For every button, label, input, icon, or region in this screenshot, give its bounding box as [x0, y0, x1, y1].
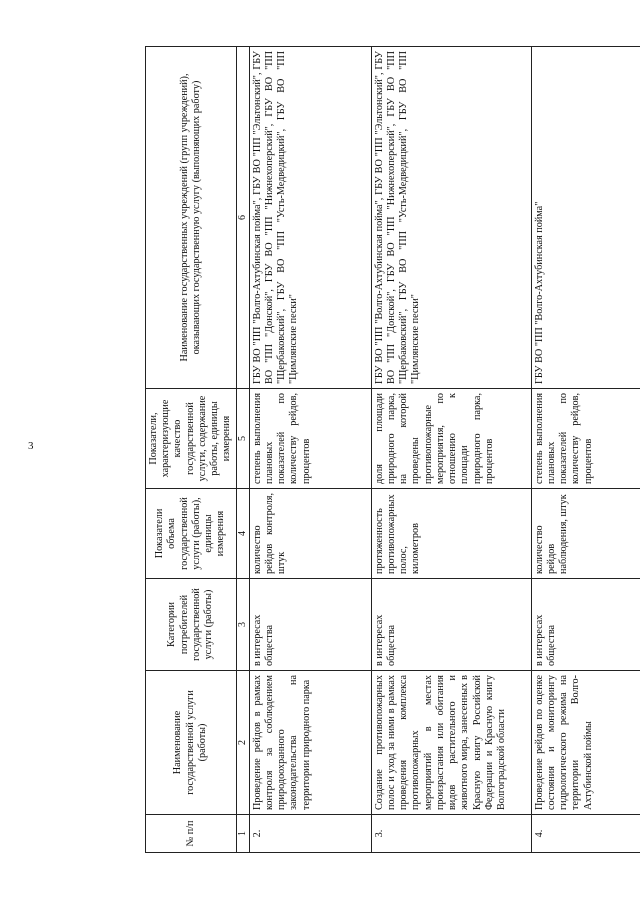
- row-number: 3.: [371, 815, 531, 853]
- header-service-name: Наименование государственной услуги (работы): [146, 671, 237, 815]
- rotated-table-area: [145, 46, 640, 853]
- row-number: 4.: [531, 815, 640, 853]
- column-number: 5: [236, 389, 249, 489]
- service-name-cell: Проведение рейдов в рамках контроля за соблюдением природоохранного законодательства на территории природного парка: [249, 671, 371, 815]
- column-number: 3: [236, 579, 249, 671]
- column-number: 4: [236, 489, 249, 579]
- volume-cell: количество рейдов контроля, штук: [249, 489, 371, 579]
- column-number: 6: [236, 47, 249, 389]
- institutions-cell: ГБУ ВО "ПП "Волго-Ахтубинская пойма": [531, 47, 640, 389]
- consumers-cell: в интересах общества: [249, 579, 371, 671]
- services-table: [145, 46, 640, 853]
- header-number: № п/п: [146, 815, 237, 853]
- consumers-cell: в интересах общества: [371, 579, 531, 671]
- quality-cell: степень выполнения плановых показателей по количеству рейдов, процентов: [249, 389, 371, 489]
- header-row: [146, 47, 237, 853]
- header-quality-indicators: Показатели, характеризующие качество государственной услуги, содержание работы, единицы измерения: [146, 389, 237, 489]
- service-name-cell: Проведение рейдов по оценке состояния и мониторингу гидрологического режима на территории Волго-Ахтубинской поймы: [531, 671, 640, 815]
- page-number: 3: [28, 440, 34, 452]
- table-row: [531, 47, 640, 853]
- institutions-cell: ГБУ ВО "ПП "Волго-Ахтубинская пойма", ГБУ ВО "ПП "Эльтонский", ГБУ ВО "ПП "Донской", ГБУ ВО "ПП "Нижнехоперский", ГБУ ВО "ПП "Щербаковский", ГБУ ВО "ПП "Усть-Медведицкий", ГБУ ВО "ПП "Цимлянские пески": [249, 47, 371, 389]
- column-number: 1: [236, 815, 249, 853]
- header-volume-indicators: Показатели объема государственной услуги (работы), единицы измерения: [146, 489, 237, 579]
- service-name-cell: Создание противопожарных полос и уход за ними в рамках проведения комплекса противопожарных мероприятий в местах произрастания или обитания видов растительного и животного мира, занесенных в Красную книгу Российской Федерации и Красную книгу Волгоградской области: [371, 671, 531, 815]
- institutions-cell: ГБУ ВО "ПП "Волго-Ахтубинская пойма", ГБУ ВО "ПП "Эльтонский", ГБУ ВО "ПП "Донской", ГБУ ВО "ПП "Нижнехоперский", ГБУ ВО "ПП "Щербаковский", ГБУ ВО "ПП "Усть-Медведицкий", ГБУ ВО "ПП "Цимлянские пески": [371, 47, 531, 389]
- column-number-row: [236, 47, 249, 853]
- table-row: [249, 47, 371, 853]
- volume-cell: количество рейдов наблюдения, штук: [531, 489, 640, 579]
- row-number: 2.: [249, 815, 371, 853]
- quality-cell: степень выполнения плановых показателей по количеству рейдов, процентов: [531, 389, 640, 489]
- volume-cell: протяженность противопожарных полос, километров: [371, 489, 531, 579]
- header-institutions: Наименование государственных учреждений (групп учреждений), оказывающих государственную услугу (выполняющих работу): [146, 47, 237, 389]
- quality-cell: доля площади природного парка, на которой проведены противопожарные мероприятия, по отношению к площади природного парка, процентов: [371, 389, 531, 489]
- table-row: [371, 47, 531, 853]
- column-number: 2: [236, 671, 249, 815]
- header-consumers: Категории потребителей государственной услуги (работы): [146, 579, 237, 671]
- consumers-cell: в интересах общества: [531, 579, 640, 671]
